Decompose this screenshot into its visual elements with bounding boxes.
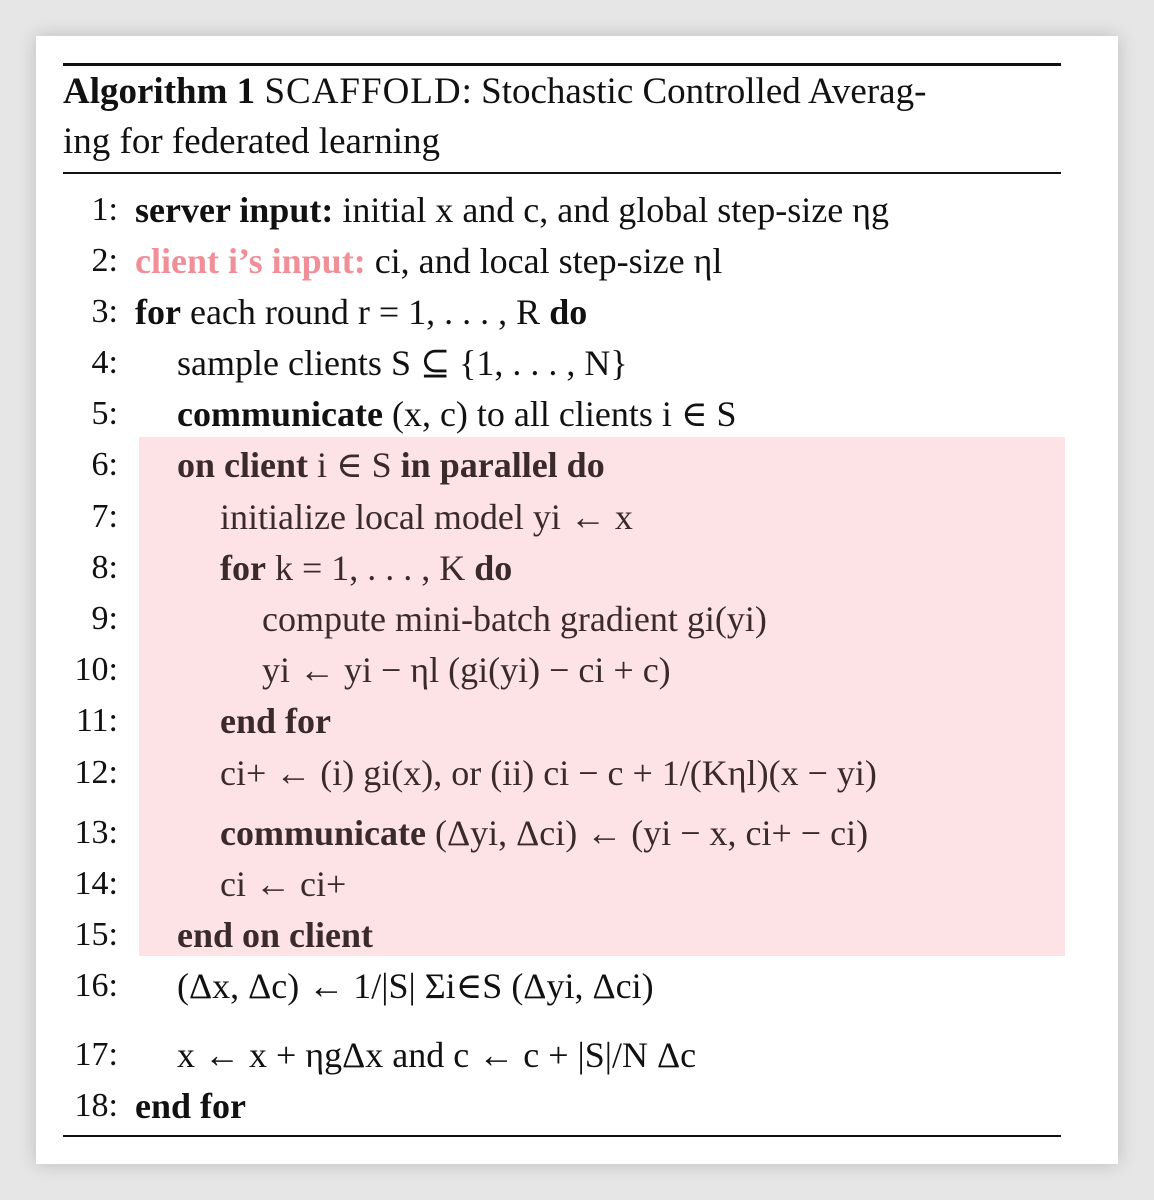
line-number: 18: [74, 1087, 118, 1124]
algorithm-name: SCAFFOLD [264, 71, 462, 112]
algorithm-title-rest-1: : Stochastic Controlled Averag- [461, 71, 927, 112]
algorithm-title-line-1 [63, 68, 926, 116]
algorithm-line: (Δx, Δc) ← 1/|S| Σi∈S (Δyi, Δci) [177, 966, 654, 1006]
line-number: 5: [91, 395, 118, 432]
line-number: 3: [91, 293, 118, 330]
algorithm-line: yi ← yi − ηl (gi(yi) − ci + c) [262, 650, 671, 690]
algorithm-line: for k = 1, . . . , K do [220, 548, 513, 588]
line-number: 9: [91, 600, 118, 637]
algorithm-line: initialize local model yi ← x [220, 497, 633, 537]
algorithm-line: end for [135, 1086, 246, 1126]
line-number: 15: [74, 916, 118, 953]
line-number: 8: [91, 549, 118, 586]
algorithm-line: communicate (x, c) to all clients i ∈ S [177, 394, 737, 434]
middle-rule [63, 172, 1061, 174]
line-number: 6: [91, 446, 118, 483]
line-number: 16: [74, 967, 118, 1004]
algorithm-line: ci+ ← (i) gi(x), or (ii) ci − c + 1/(Kηl)(x − yi) [220, 753, 877, 793]
algorithm-line: communicate (Δyi, Δci) ← (yi − x, ci+ − ci) [220, 813, 869, 853]
line-number: 13: [74, 814, 118, 851]
line-number: 4: [91, 344, 118, 381]
algorithm-line: sample clients S ⊆ {1, . . . , N} [177, 343, 628, 383]
algorithm-line: end on client [177, 915, 374, 955]
line-number: 7: [91, 498, 118, 535]
algorithm-line: for each round r = 1, . . . , R do [135, 292, 588, 332]
line-number: 12: [74, 754, 118, 791]
algorithm-line: server input: initial x and c, and global step-size ηg [135, 190, 890, 230]
bottom-rule [63, 1135, 1061, 1137]
line-number: 11: [75, 702, 118, 739]
algorithm-title-line-2: ing for federated learning [63, 121, 441, 162]
algorithm-line: compute mini-batch gradient gi(yi) [262, 599, 767, 639]
top-rule [63, 63, 1061, 66]
algorithm-line: on client i ∈ S in parallel do [177, 445, 605, 485]
line-number: 10: [74, 651, 118, 688]
line-number: 14: [74, 865, 118, 902]
line-number: 17: [74, 1036, 118, 1073]
line-number: 1: [91, 191, 118, 228]
algorithm-line: ci ← ci+ [220, 864, 347, 904]
line-number: 2: [91, 242, 118, 279]
algorithm-label: Algorithm 1 [63, 71, 256, 112]
algorithm-line: x ← x + ηgΔx and c ← c + |S|/N Δc [177, 1035, 697, 1075]
algorithm-line: client i’s input: ci, and local step-size ηl [135, 241, 723, 281]
algorithm-line: end for [220, 701, 331, 741]
